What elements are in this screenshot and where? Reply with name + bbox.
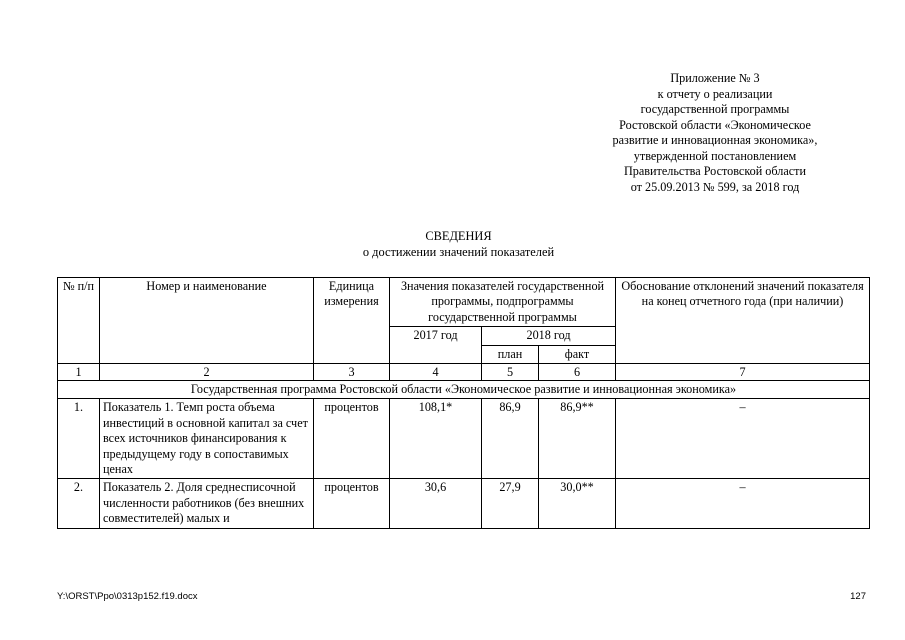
footer-page-number: 127	[850, 591, 866, 602]
document-title	[0, 229, 905, 260]
row-2017: 30,6	[390, 479, 482, 528]
appendix-block	[560, 71, 870, 195]
appendix-line: от 25.09.2013 № 599, за 2018 год	[630, 179, 800, 194]
header-num: № п/п	[58, 278, 100, 364]
section-title: Государственная программа Ростовской области «Экономическое развитие и инновационная экономика»	[58, 381, 870, 399]
header-fact: факт	[539, 345, 616, 363]
row-name: Показатель 2. Доля среднесписочной численности работников (без внешних совместителей) малых и	[100, 479, 314, 528]
header-2017: 2017 год	[390, 327, 482, 364]
col-number: 6	[539, 364, 616, 381]
col-number: 1	[58, 364, 100, 381]
title-main: СВЕДЕНИЯ	[425, 229, 492, 243]
table-row	[58, 479, 870, 528]
row-fact: 86,9**	[539, 399, 616, 479]
col-number: 4	[390, 364, 482, 381]
appendix-line: Приложение № 3	[670, 71, 760, 85]
column-numbers-row	[58, 364, 870, 381]
appendix-line: государственной программы	[640, 102, 790, 116]
header-values: Значения показателей государственной программы, подпрограммы государственной программы	[390, 278, 616, 327]
header-row	[58, 278, 870, 327]
header-2018: 2018 год	[482, 327, 616, 345]
row-num: 2.	[58, 479, 100, 528]
table-row	[58, 399, 870, 479]
header-name: Номер и наименование	[100, 278, 314, 364]
row-plan: 27,9	[482, 479, 539, 528]
header-unit: Единица измерения	[314, 278, 390, 364]
footer-file-path: Y:\ORST\Ppo\0313p152.f19.docx	[57, 591, 198, 602]
row-2017: 108,1*	[390, 399, 482, 479]
row-unit: процентов	[314, 479, 390, 528]
header-reason: Обоснование отклонений значений показателя на конец отчетного года (при наличии)	[616, 278, 870, 364]
header-plan: план	[482, 345, 539, 363]
row-reason: –	[616, 479, 870, 528]
indicators-table	[57, 277, 870, 529]
col-number: 7	[616, 364, 870, 381]
col-number: 5	[482, 364, 539, 381]
appendix-line: Ростовской области «Экономическое	[619, 117, 811, 132]
title-sub: о достижении значений показателей	[362, 244, 555, 259]
row-num: 1.	[58, 399, 100, 479]
row-fact: 30,0**	[539, 479, 616, 528]
appendix-line: утвержденной постановлением	[633, 148, 797, 163]
section-row	[58, 381, 870, 399]
row-reason: –	[616, 399, 870, 479]
appendix-line: развитие и инновационная экономика»,	[612, 133, 818, 147]
row-name: Показатель 1. Темп роста объема инвестиций в основной капитал за счет всех источников финансирования к предыдущему году в сопоставимых ценах	[100, 399, 314, 479]
col-number: 2	[100, 364, 314, 381]
row-plan: 86,9	[482, 399, 539, 479]
col-number: 3	[314, 364, 390, 381]
appendix-line: к отчету о реализации	[657, 86, 773, 101]
appendix-line: Правительства Ростовской области	[623, 164, 807, 178]
row-unit: процентов	[314, 399, 390, 479]
